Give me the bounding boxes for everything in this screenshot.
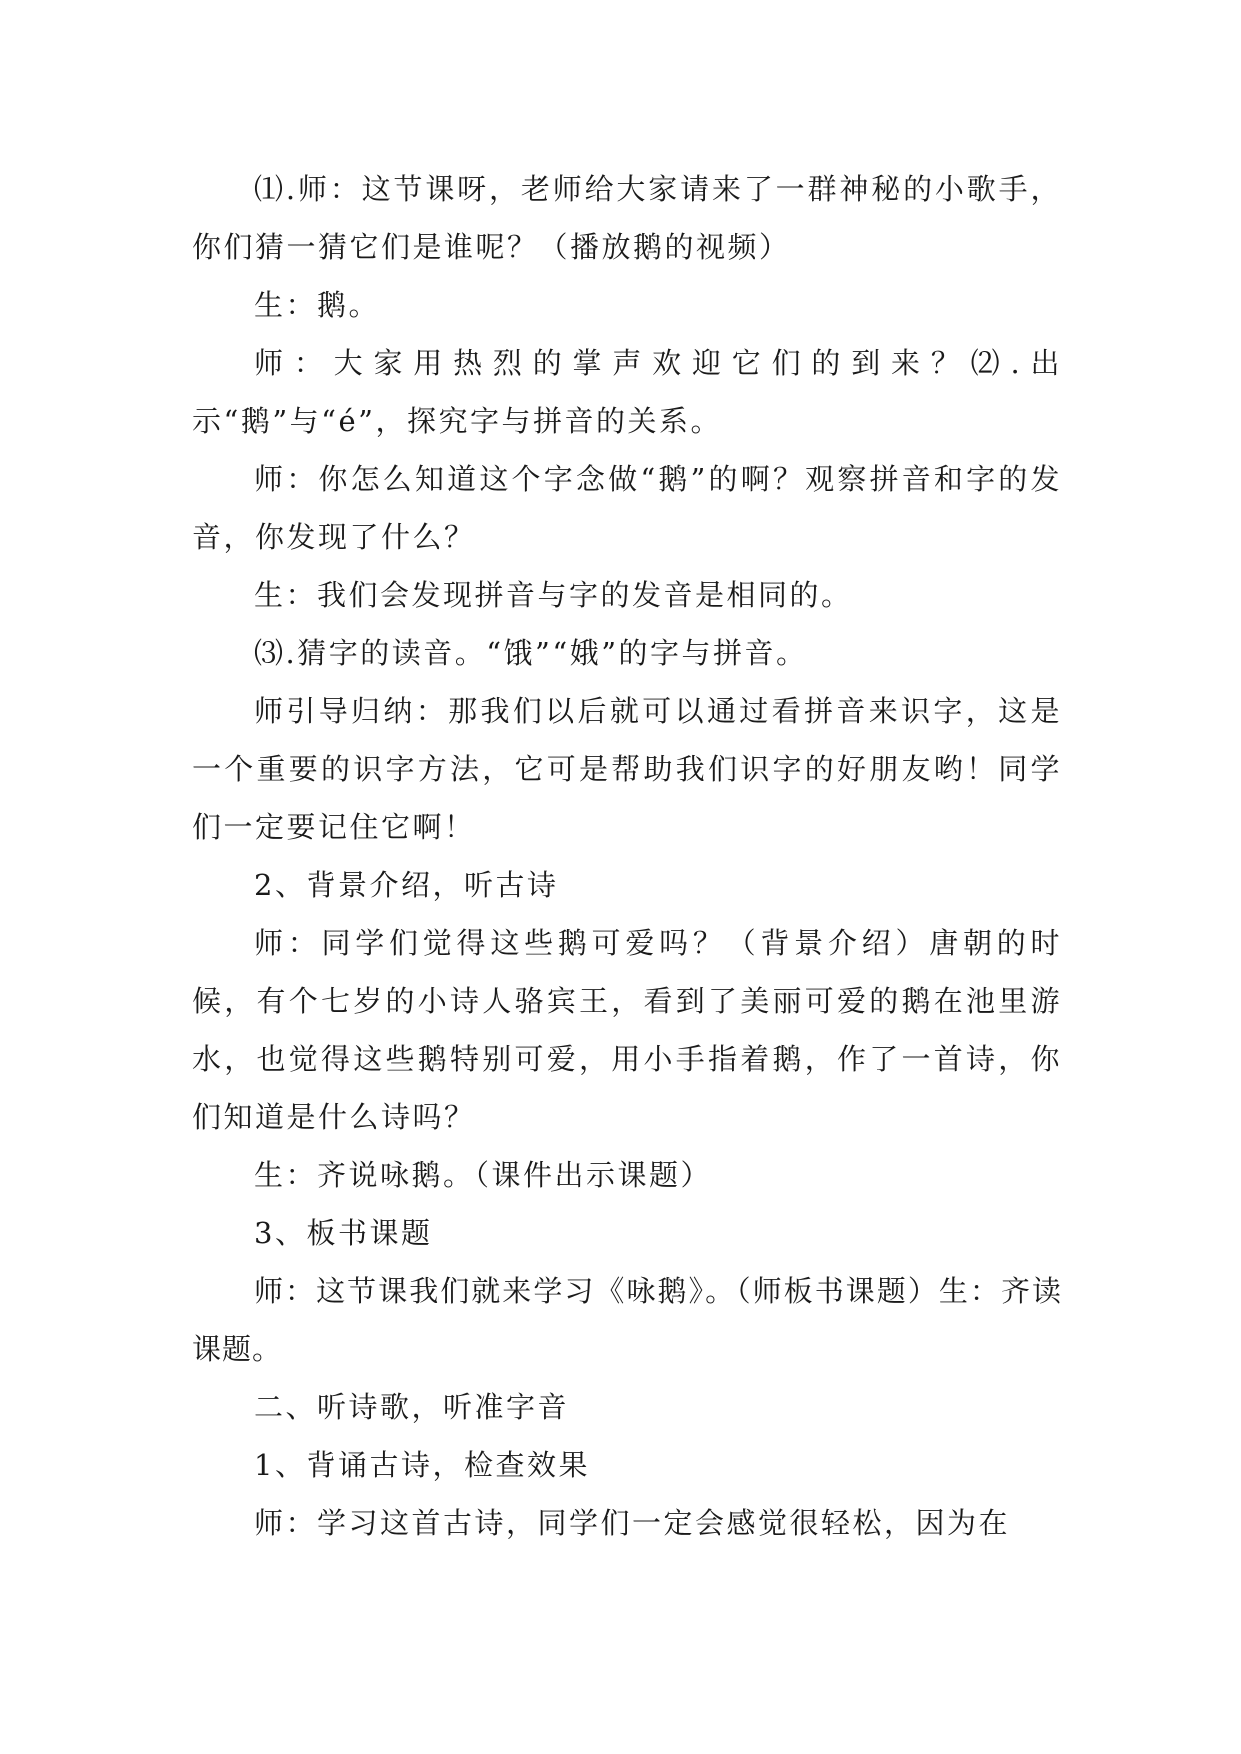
section-heading-board-title: 3、板书课题 xyxy=(254,1216,433,1250)
paragraph-7: 师引导归纳：那我们以后就可以通过看拼音来识字，这是一个重要的识字方法，它可是帮助我们识字的好朋友哟！同学们一定要记住它啊！ xyxy=(192,694,1062,844)
paragraph-1: ⑴.师：这节课呀，老师给大家请来了一群神秘的小歌手，你们猜一猜它们是谁呢？（播放鹅的视频） xyxy=(192,172,1062,264)
paragraph-4: 师：你怎么知道这个字念做“鹅”的啊？观察拼音和字的发音，你发现了什么？ xyxy=(192,462,1062,554)
document-body xyxy=(192,160,1062,1552)
paragraph-9: 师：同学们觉得这些鹅可爱吗？（背景介绍）唐朝的时候，有个七岁的小诗人骆宾王，看到了美丽可爱的鹅在池里游水，也觉得这些鹅特别可爱，用小手指着鹅，作了一首诗，你们知道是什么诗吗？ xyxy=(192,926,1062,1134)
paragraph-12: 师：这节课我们就来学习《咏鹅》。（师板书课题）生：齐读课题。 xyxy=(192,1274,1062,1366)
section-heading-background: 2、背景介绍，听古诗 xyxy=(254,868,559,902)
paragraph-2: 生：鹅。 xyxy=(254,288,381,322)
paragraph-5: 生：我们会发现拼音与字的发音是相同的。 xyxy=(254,578,853,612)
paragraph-6: ⑶.猜字的读音。“饿”“娥”的字与拼音。 xyxy=(254,636,808,670)
paragraph-3: 师：大家用热烈的掌声欢迎它们的到来？⑵.出示“鹅”与“é”，探究字与拼音的关系。 xyxy=(192,346,1062,438)
paragraph-10: 生：齐说咏鹅。（课件出示课题） xyxy=(254,1158,713,1192)
section-heading-listen: 二、听诗歌，听准字音 xyxy=(254,1390,570,1424)
paragraph-15: 师：学习这首古诗，同学们一定会感觉很轻松，因为在 xyxy=(254,1506,1011,1540)
section-heading-recite: 1、背诵古诗，检查效果 xyxy=(254,1448,590,1482)
